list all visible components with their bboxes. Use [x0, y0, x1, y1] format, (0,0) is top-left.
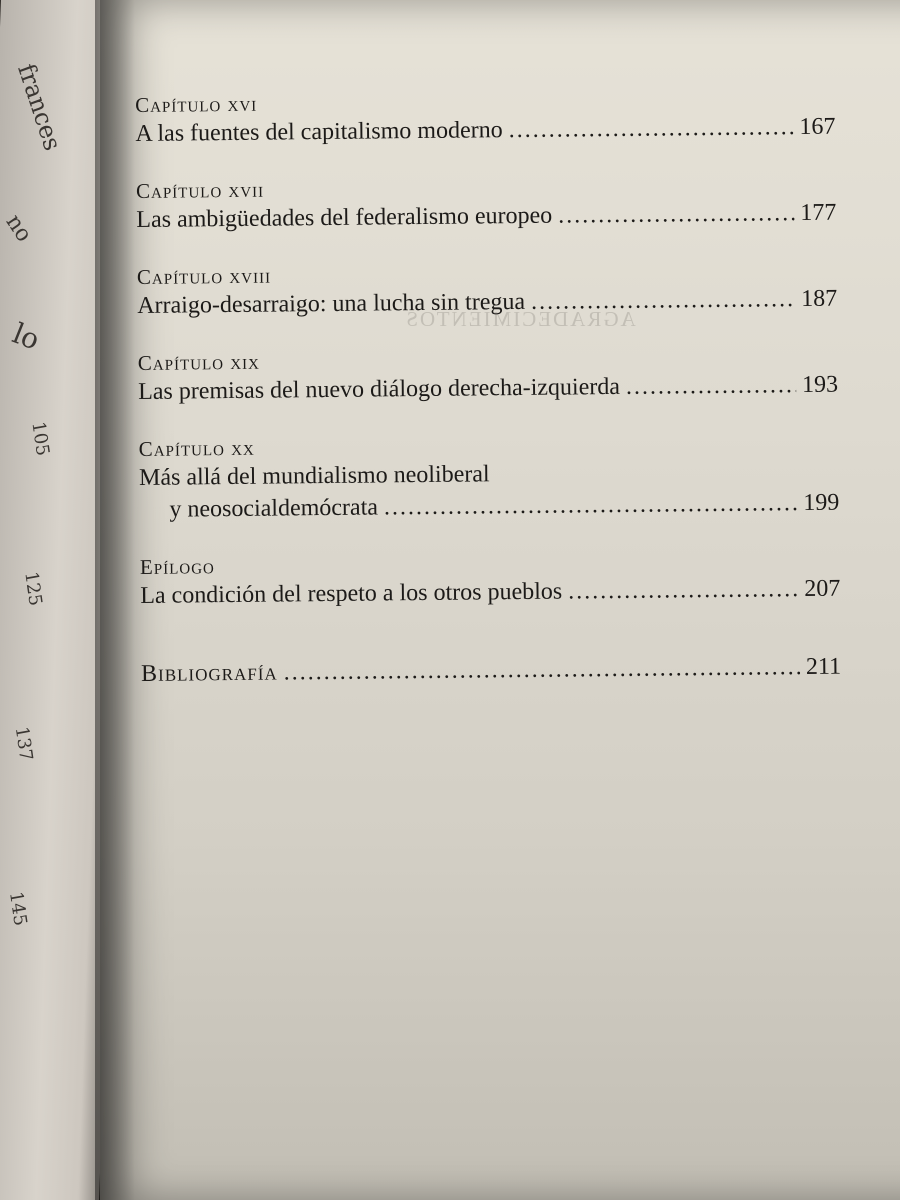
toc-entry	[135, 85, 836, 150]
page-number: 193	[801, 371, 839, 399]
page-number: 187	[801, 285, 838, 313]
bibliography-title: Bibliografía	[140, 659, 278, 687]
gutter-shadow	[95, 0, 135, 1200]
chapter-title: Arraigo-desarraigo: una lucha sin tregua	[137, 288, 526, 319]
toc-row	[140, 573, 840, 612]
chapter-title: A las fuentes del capitalismo moderno	[135, 117, 503, 147]
toc-row	[137, 283, 837, 322]
chapter-label: Capítulo xvi	[135, 91, 258, 117]
toc-entry	[137, 257, 838, 322]
toc-entry	[140, 547, 841, 612]
page-number: 207	[804, 575, 841, 603]
toc-entry	[136, 171, 837, 236]
page-number: 167	[799, 113, 836, 141]
table-of-contents	[135, 85, 842, 718]
chapter-label: Capítulo xvii	[135, 177, 265, 203]
left-page-fragment: 145	[5, 890, 31, 928]
toc-entry	[138, 343, 839, 408]
leader-dots	[384, 487, 798, 523]
chapter-title: La condición del respeto a los otros pueblos	[140, 578, 563, 609]
leader-dots	[509, 111, 794, 146]
chapter-label: Epílogo	[139, 554, 215, 579]
leader-dots	[626, 369, 797, 403]
page-number: 211	[805, 653, 842, 681]
toc-entry-bibliography	[141, 651, 841, 690]
left-page-fragment: 125	[20, 570, 46, 608]
left-page-fragment: lo	[7, 316, 45, 357]
chapter-label: Capítulo xix	[137, 349, 261, 375]
leader-dots	[558, 197, 794, 231]
leader-dots	[531, 283, 795, 318]
page-number: 199	[803, 489, 840, 517]
chapter-title: Las ambigüedades del federalismo europeo	[136, 202, 553, 233]
chapter-title: Las premisas del nuevo diálogo derecha-izquierda	[138, 373, 621, 405]
page-number: 177	[800, 199, 837, 227]
leader-dots	[568, 573, 798, 607]
chapter-title-continuation: y neosocialdemócrata	[169, 494, 379, 523]
toc-row	[135, 111, 835, 150]
bleed-through-heading: AGRADECIMIENTOS	[404, 307, 636, 331]
toc-row	[139, 487, 839, 526]
chapter-label: Capítulo xx	[138, 435, 255, 461]
left-page-fragment: 105	[27, 420, 54, 458]
left-page-fragment: no	[0, 210, 37, 247]
toc-row	[138, 369, 838, 408]
toc-row	[141, 651, 841, 690]
left-page-fragment: frances	[12, 60, 67, 155]
right-page	[100, 0, 900, 1200]
leader-dots	[284, 651, 801, 688]
toc-row	[136, 197, 836, 236]
left-page-fragment: 137	[10, 725, 37, 763]
chapter-label: Capítulo xviii	[136, 263, 272, 289]
toc-entry	[139, 429, 840, 526]
chapter-title: Más allá del mundialismo neoliberal	[138, 461, 490, 491]
